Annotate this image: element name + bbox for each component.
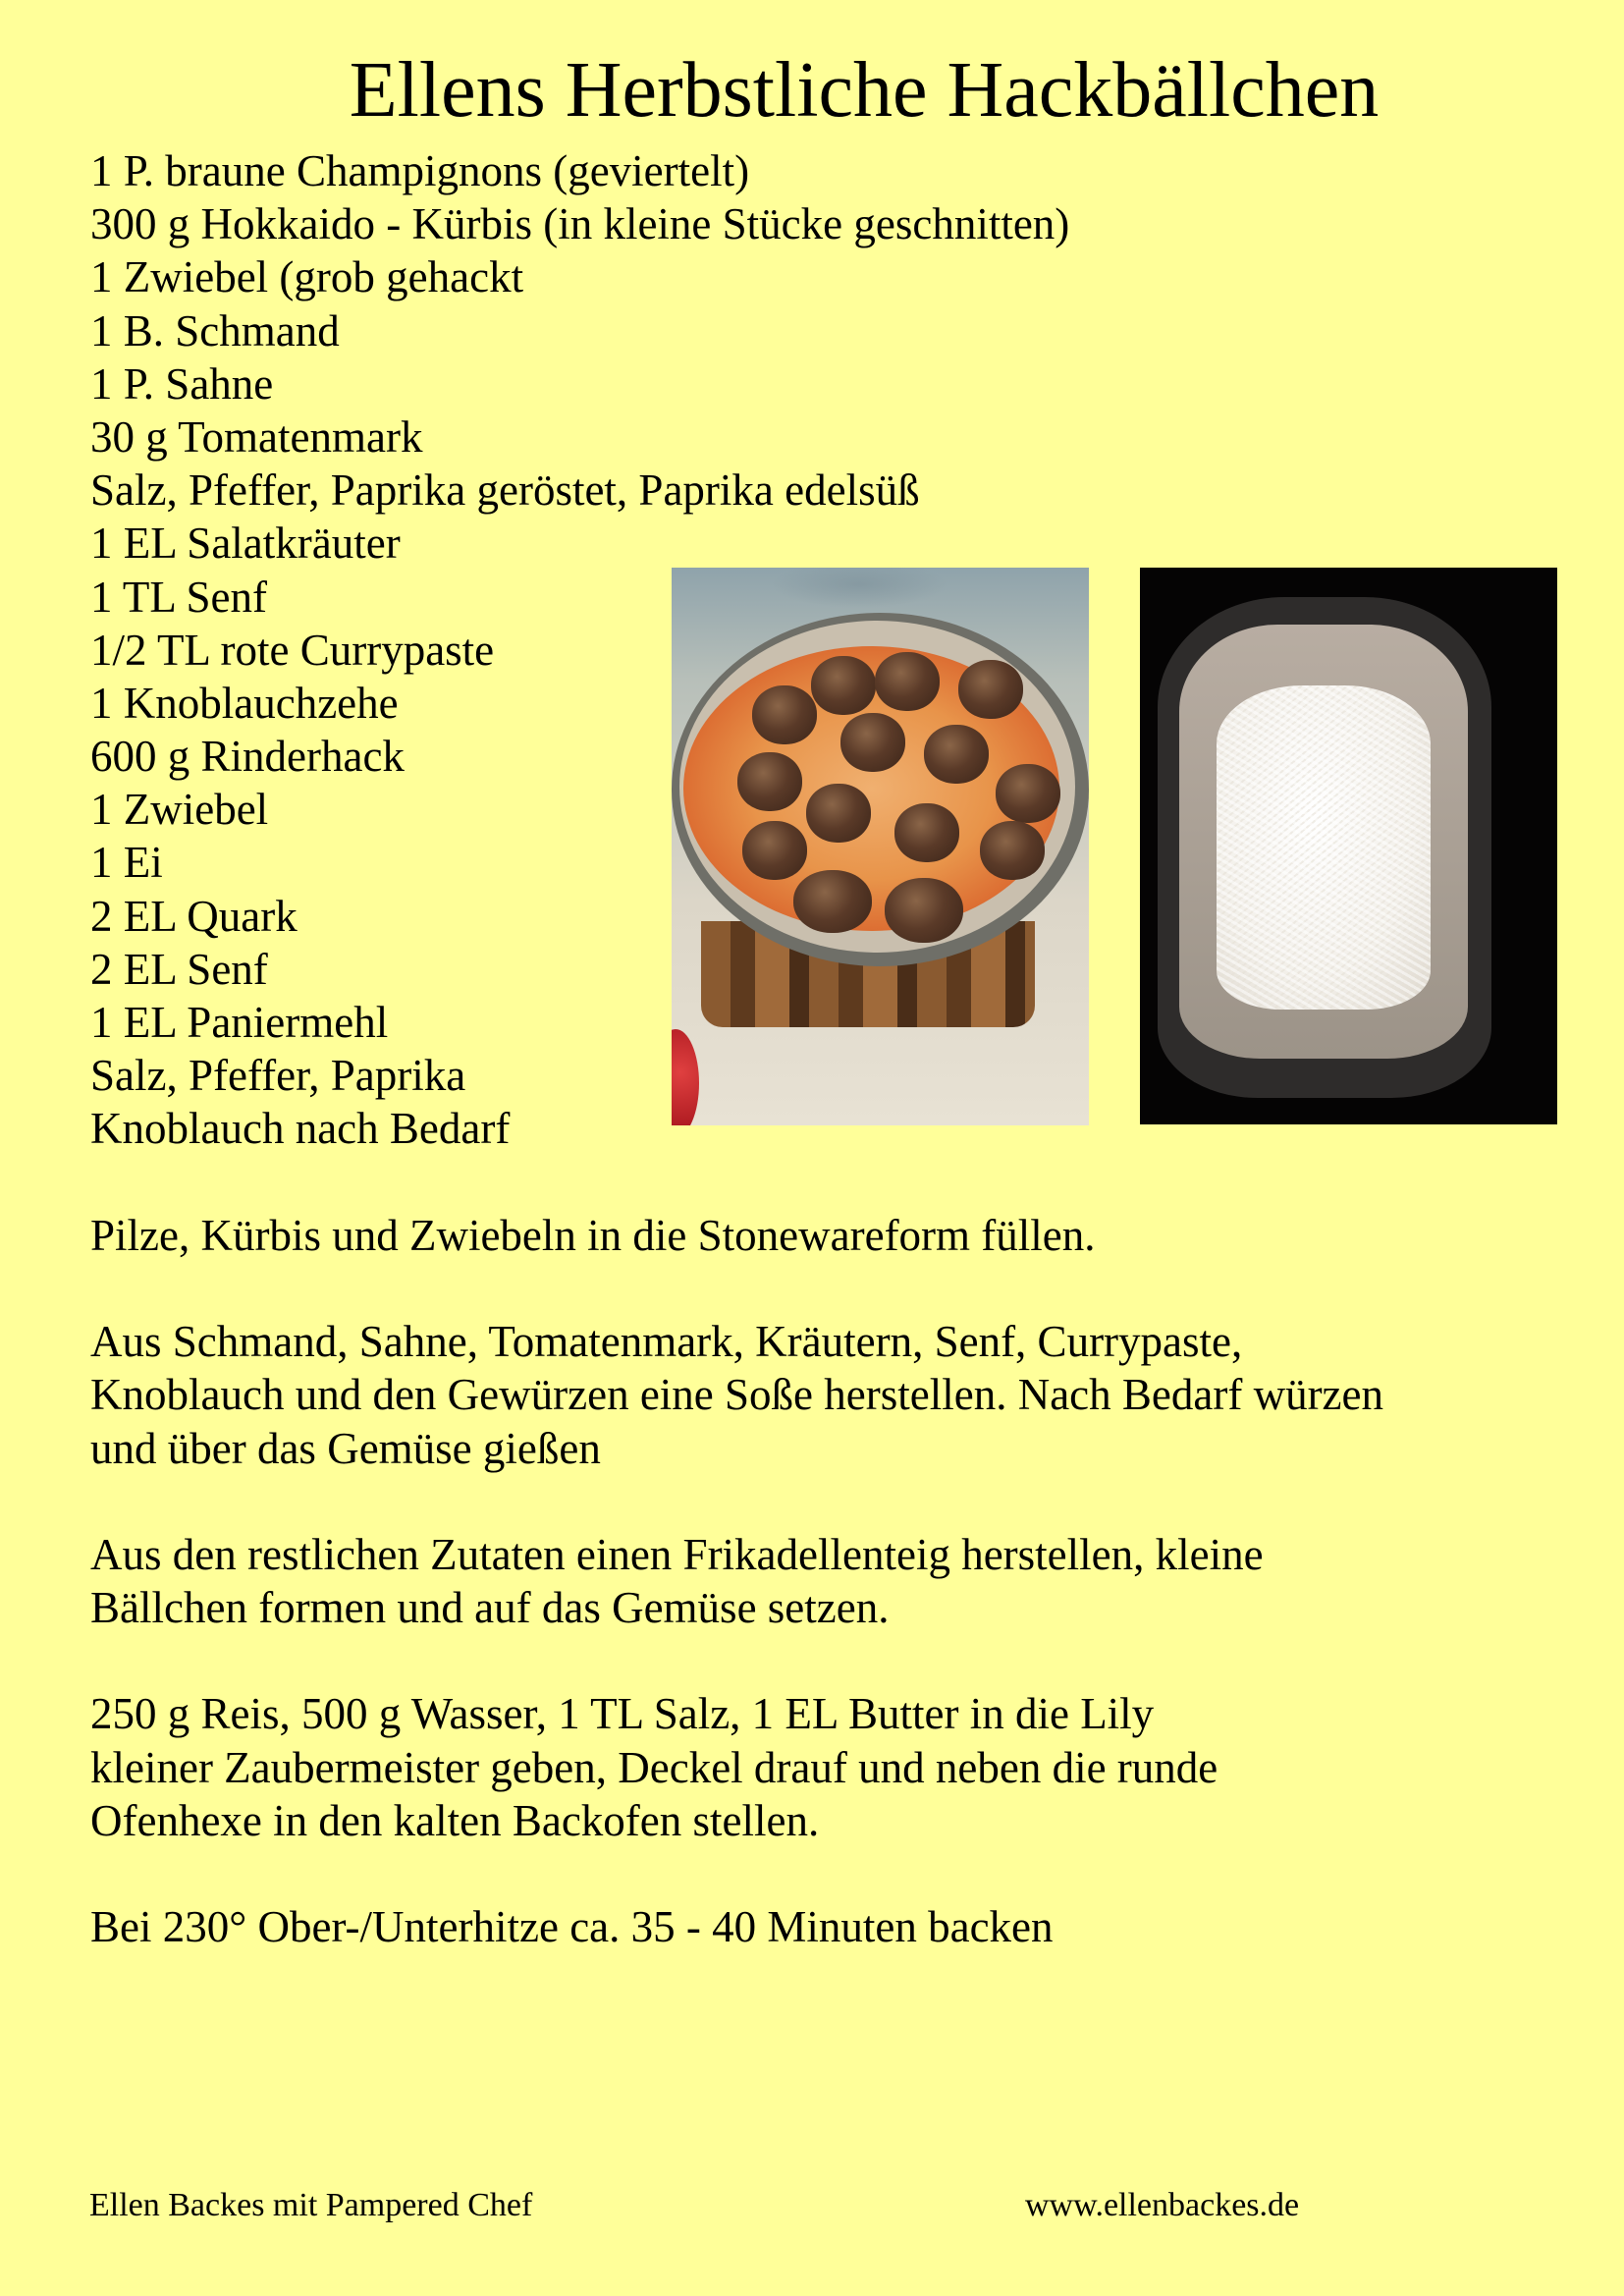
instruction-step-1 xyxy=(90,1209,1383,1262)
instruction-step-5 xyxy=(90,1900,1383,1953)
instruction-line: Ofenhexe in den kalten Backofen stellen. xyxy=(90,1795,820,1845)
ingredient-item: 1 EL Paniermehl xyxy=(90,998,389,1047)
instruction-line: Aus den restlichen Zutaten einen Frikadellenteig herstellen, kleine xyxy=(90,1529,1264,1579)
ingredient-item: 1 P. Sahne xyxy=(90,358,274,409)
meatball xyxy=(875,652,940,711)
meatball xyxy=(806,784,871,843)
meatball xyxy=(811,656,876,715)
ingredient-item: 1/2 TL rote Currypaste xyxy=(90,625,495,675)
ingredient-item: 1 Knoblauchzehe xyxy=(90,678,399,728)
baker-interior xyxy=(1179,625,1468,1059)
spacer xyxy=(90,1634,1383,1687)
ingredient-item: 1 Ei xyxy=(90,838,163,888)
meatball xyxy=(840,713,905,772)
rice-photo xyxy=(1140,568,1557,1124)
meatball xyxy=(742,821,807,880)
instruction-line: 250 g Reis, 500 g Wasser, 1 TL Salz, 1 EL Butter in die Lily xyxy=(90,1689,1155,1739)
ingredient-item: Salz, Pfeffer, Paprika geröstet, Paprika edelsüß xyxy=(90,465,920,516)
page-title: Ellens Herbstliche Hackbällchen xyxy=(349,47,1380,134)
meatballs-photo xyxy=(672,568,1089,1125)
meatball xyxy=(752,685,817,744)
cooked-rice xyxy=(1217,685,1431,1010)
ingredient-item: 300 g Hokkaido - Kürbis (in kleine Stücke geschnitten) xyxy=(90,199,1070,249)
meatball xyxy=(996,764,1060,823)
instruction-step-4 xyxy=(90,1687,1383,1847)
oval-baker xyxy=(1158,597,1491,1098)
ingredient-item: Knoblauch nach Bedarf xyxy=(90,1104,511,1154)
instruction-line: Pilze, Kürbis und Zwiebeln in die Stonewareform füllen. xyxy=(90,1210,1096,1260)
ingredient-item: 1 TL Senf xyxy=(90,572,267,622)
meatball xyxy=(885,878,963,943)
instruction-line: Knoblauch und den Gewürzen eine Soße herstellen. Nach Bedarf würzen xyxy=(90,1370,1383,1420)
red-object xyxy=(672,1029,699,1125)
instruction-line: kleiner Zaubermeister geben, Deckel drauf und neben die runde xyxy=(90,1742,1218,1792)
instruction-line: Bällchen formen und auf das Gemüse setzen. xyxy=(90,1583,890,1633)
footer-website: www.ellenbackes.de xyxy=(1025,2187,1300,2223)
ingredient-item: 1 Zwiebel (grob gehackt xyxy=(90,252,524,302)
instruction-line: Bei 230° Ober-/Unterhitze ca. 35 - 40 Minuten backen xyxy=(90,1902,1054,1952)
ingredient-item: 2 EL Quark xyxy=(90,891,298,941)
meatball xyxy=(894,803,959,862)
meatball xyxy=(924,725,989,784)
footer-author: Ellen Backes mit Pampered Chef xyxy=(89,2187,533,2223)
spacer xyxy=(90,1475,1383,1528)
meatball xyxy=(793,870,872,933)
round-baking-dish xyxy=(672,613,1089,966)
instruction-step-2 xyxy=(90,1315,1383,1475)
ingredient-item: Salz, Pfeffer, Paprika xyxy=(90,1051,466,1101)
instruction-line: und über das Gemüse gießen xyxy=(90,1423,601,1473)
instruction-line: Aus Schmand, Sahne, Tomatenmark, Kräutern, Senf, Currypaste, xyxy=(90,1317,1243,1367)
meatball xyxy=(737,752,802,811)
ingredient-item: 1 EL Salatkräuter xyxy=(90,519,401,569)
instruction-step-3 xyxy=(90,1528,1383,1634)
ingredient-item: 1 P. braune Champignons (geviertelt) xyxy=(90,146,750,195)
spacer xyxy=(90,1156,1383,1209)
ingredient-item: 2 EL Senf xyxy=(90,944,268,994)
ingredient-item: 30 g Tomatenmark xyxy=(90,411,423,462)
dish-interior xyxy=(679,621,1075,953)
tomato-cream-sauce xyxy=(683,646,1059,931)
meatball xyxy=(980,821,1045,880)
ingredient-item: 1 B. Schmand xyxy=(90,305,340,355)
spacer xyxy=(90,1262,1383,1315)
meatball xyxy=(958,660,1023,719)
ingredient-item: 1 Zwiebel xyxy=(90,785,269,835)
ingredient-item: 600 g Rinderhack xyxy=(90,732,405,782)
spacer xyxy=(90,1847,1383,1900)
